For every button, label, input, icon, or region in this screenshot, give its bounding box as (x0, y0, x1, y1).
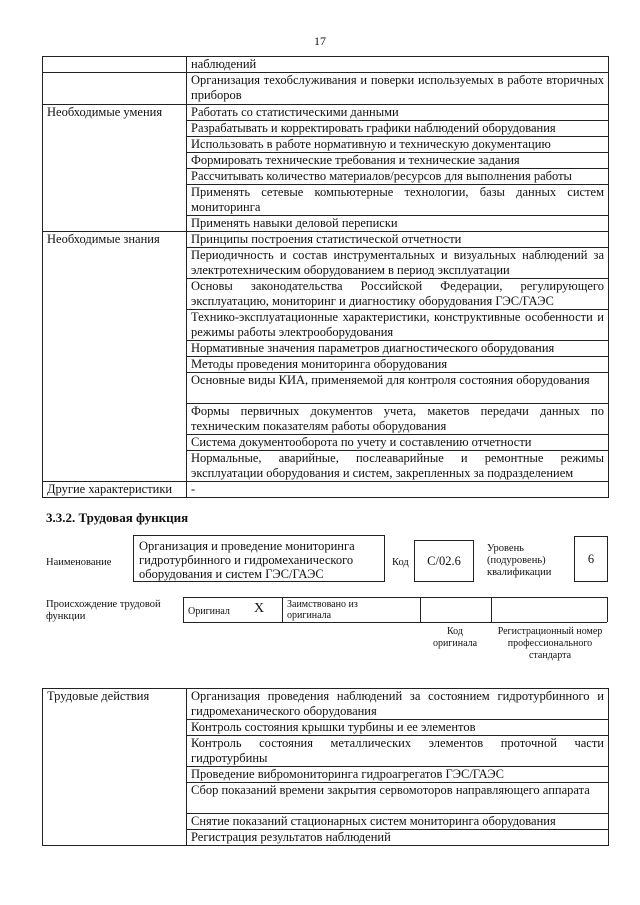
origin-row-divider (420, 597, 421, 622)
knowledge-row: Технико-эксплуатационные характеристики, конструктивные особенности и режимы работы электрооборудования (187, 310, 609, 341)
skill-row: Разрабатывать и корректировать графики наблюдений оборудования (187, 121, 609, 137)
action-row: Регистрация результатов наблюдений (187, 830, 609, 846)
action-row: Организация проведения наблюдений за состоянием гидротурбинного и гидромеханического оборудования (187, 689, 609, 720)
knowledge-label: Необходимые знания (43, 232, 187, 482)
origin-row-divider (282, 597, 283, 622)
level-label: Уровень (подуровень) квалификации (487, 543, 552, 578)
action-row: Снятие показаний стационарных систем мониторинга оборудования (187, 814, 609, 830)
action-row: Сбор показаний времени закрытия сервомоторов направляющего аппарата (187, 783, 609, 814)
empty-label-cell (43, 73, 187, 105)
empty-label-cell (43, 57, 187, 73)
knowledge-row: Формы первичных документов учета, макетов передачи данных по техническим показателям работы оборудования (187, 404, 609, 435)
knowledge-row: Система документооборота по учету и составлению отчетности (187, 435, 609, 451)
actions-label: Трудовые действия (43, 689, 187, 846)
origin-row-right-border (607, 597, 608, 622)
action-row: Проведение вибромониторинга гидроагрегатов ГЭС/ГАЭС (187, 767, 609, 783)
level-value: 6 (587, 552, 595, 566)
code-original-caption: Код оригинала (432, 626, 478, 649)
code-box (414, 540, 474, 582)
knowledge-row: Принципы построения статистической отчетности (187, 232, 609, 248)
knowledge-row: Периодичность и состав инструментальных и визуальных наблюдений за электротехническим оборудованием в период эксплуатации (187, 248, 609, 279)
name-label: Наименование (46, 557, 112, 568)
original-label: Оригинал (188, 606, 230, 617)
origin-row-bottom-border (183, 622, 607, 623)
function-name-value: Организация и проведение мониторинга гидротурбинного и гидромеханического оборудования и систем ГЭС/ГАЭС (139, 539, 355, 581)
other-value: - (187, 482, 609, 498)
skill-row: Применять сетевые компьютерные технологии, базы данных систем мониторинга (187, 185, 609, 216)
original-mark: X (254, 601, 265, 616)
code-label: Код (392, 557, 409, 568)
knowledge-row: Нормальные, аварийные, послеаварийные и ремонтные режимы эксплуатации оборудования и систем, закрепленных за подразделением (187, 451, 609, 482)
origin-row-divider (491, 597, 492, 622)
skill-row: Формировать технические требования и технические задания (187, 153, 609, 169)
origin-row-top-border (183, 597, 607, 598)
origin-row-left-border (183, 597, 184, 622)
requirements-table (42, 56, 609, 498)
section-heading: 3.3.2. Трудовая функция (46, 510, 189, 525)
continuation-row: Организация техобслуживания и поверки используемых в работе вторичных приборов (187, 73, 609, 105)
skill-row: Рассчитывать количество материалов/ресурсов для выполнения работы (187, 169, 609, 185)
action-row: Контроль состояния металлических элементов проточной части гидротурбины (187, 736, 609, 767)
origin-label: Происхождение трудовой функции (46, 599, 161, 622)
level-box (574, 536, 608, 582)
skills-label: Необходимые умения (43, 105, 187, 232)
knowledge-row: Методы проведения мониторинга оборудования (187, 357, 609, 373)
reg-number-caption: Регистрационный номер профессионального стандарта (497, 626, 603, 661)
skill-row: Работать со статистическими данными (187, 105, 609, 121)
skill-row: Применять навыки деловой переписки (187, 216, 609, 232)
code-value: C/02.6 (427, 554, 461, 568)
continuation-row: наблюдений (187, 57, 609, 73)
page-number: 17 (314, 34, 326, 48)
knowledge-row: Нормативные значения параметров диагностического оборудования (187, 341, 609, 357)
borrowed-label: Заимствовано из оригинала (287, 599, 358, 621)
other-label: Другие характеристики (43, 482, 187, 498)
skill-row: Использовать в работе нормативную и техническую документацию (187, 137, 609, 153)
action-row: Контроль состояния крышки турбины и ее элементов (187, 720, 609, 736)
knowledge-row: Основные виды КИА, применяемой для контроля состояния оборудования (187, 373, 609, 404)
knowledge-row: Основы законодательства Российской Федерации, регулирующего эксплуатацию, мониторинг и диагностику оборудования ГЭС/ГАЭС (187, 279, 609, 310)
function-name-box (133, 535, 385, 582)
labor-actions-table (42, 688, 609, 846)
